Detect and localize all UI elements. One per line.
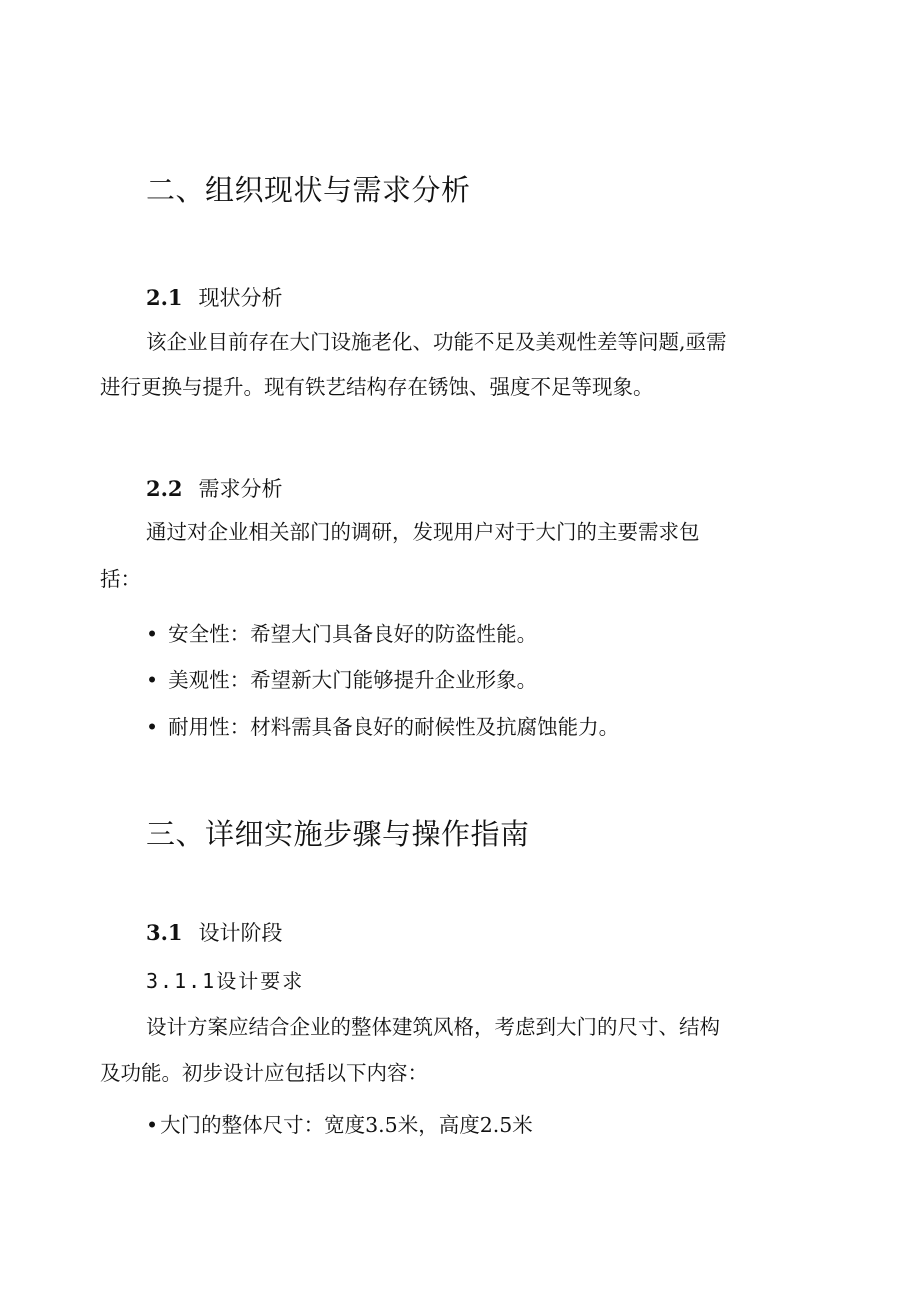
paragraph-line: 设计方案应结合企业的整体建筑风格，考虑到大门的尺寸、结构 bbox=[146, 1015, 720, 1039]
section-title: 需求分析 bbox=[198, 477, 283, 501]
section-number: 3.1 bbox=[146, 920, 183, 945]
bullet-icon: • bbox=[146, 715, 159, 739]
paragraph-line: 括： bbox=[100, 567, 141, 591]
section-3-1-heading bbox=[146, 917, 283, 947]
section-2-1-heading bbox=[146, 282, 283, 312]
list-item-text: 耐用性：材料需具备良好的耐候性及抗腐蚀能力。 bbox=[168, 715, 620, 739]
bullet-icon: • bbox=[146, 622, 159, 646]
section-number: 2.2 bbox=[146, 476, 183, 501]
list-item-text: 美观性：希望新大门能够提升企业形象。 bbox=[168, 668, 538, 692]
paragraph-line: 及功能。初步设计应包括以下内容： bbox=[100, 1061, 428, 1085]
section-title: 现状分析 bbox=[198, 286, 283, 310]
section-3-heading: 三、详细实施步骤与操作指南 bbox=[146, 817, 530, 851]
bullet-icon: • bbox=[146, 1113, 159, 1137]
paragraph-line: 通过对企业相关部门的调研，发现用户对于大门的主要需求包 bbox=[146, 520, 700, 544]
list-item bbox=[146, 617, 537, 647]
section-2-heading: 二、组织现状与需求分析 bbox=[146, 173, 471, 207]
list-item-text: 大门的整体尺寸：宽度3.5米，高度2.5米 bbox=[160, 1113, 533, 1137]
bullet-icon: • bbox=[146, 668, 159, 692]
list-item bbox=[146, 1108, 533, 1138]
list-item bbox=[146, 710, 619, 740]
section-title: 设计阶段 bbox=[198, 921, 283, 945]
paragraph-line: 进行更换与提升。现有铁艺结构存在锈蚀、强度不足等现象。 bbox=[100, 375, 654, 399]
subsection-heading: 3.1.1设计要求 bbox=[146, 969, 305, 993]
section-number: 2.1 bbox=[146, 285, 183, 310]
list-item-text: 安全性：希望大门具备良好的防盗性能。 bbox=[168, 622, 538, 646]
paragraph-line: 该企业目前存在大门设施老化、功能不足及美观性差等问题,亟需 bbox=[146, 330, 727, 354]
list-item bbox=[146, 663, 537, 693]
section-2-2-heading bbox=[146, 473, 283, 503]
